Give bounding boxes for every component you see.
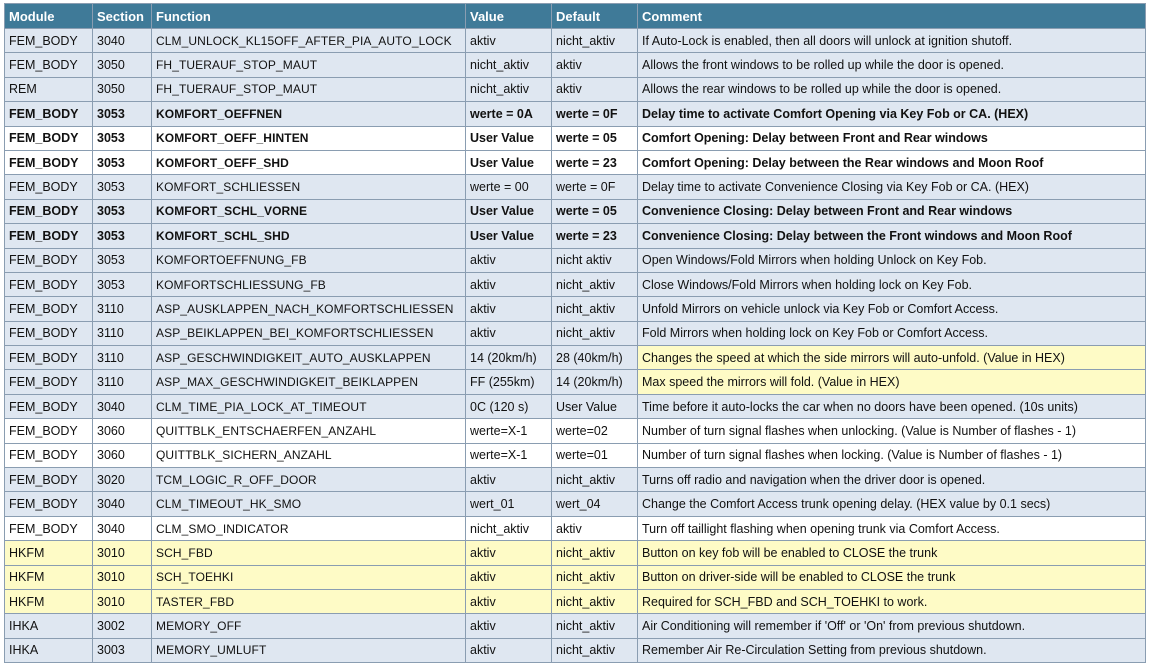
comment-cell: Number of turn signal flashes when locking. (Value is Number of flashes - 1) — [638, 443, 1146, 467]
module-cell: FEM_BODY — [5, 394, 93, 418]
section-cell: 3053 — [93, 102, 152, 126]
section-cell: 3002 — [93, 614, 152, 638]
table-row — [5, 102, 1146, 126]
value-cell: User Value — [466, 224, 552, 248]
function-cell: CLM_TIMEOUT_HK_SMO — [152, 492, 466, 516]
value-cell: aktiv — [466, 614, 552, 638]
function-cell: KOMFORT_OEFFNEN — [152, 102, 466, 126]
default-cell: 14 (20km/h) — [552, 370, 638, 394]
table-row — [5, 321, 1146, 345]
default-cell: aktiv — [552, 516, 638, 540]
module-cell: FEM_BODY — [5, 297, 93, 321]
section-cell: 3053 — [93, 150, 152, 174]
function-cell: SCH_FBD — [152, 541, 466, 565]
table-row — [5, 419, 1146, 443]
module-cell: IHKA — [5, 638, 93, 662]
module-cell: FEM_BODY — [5, 516, 93, 540]
default-cell: nicht_aktiv — [552, 589, 638, 613]
module-cell: HKFM — [5, 589, 93, 613]
table-row — [5, 126, 1146, 150]
table-row — [5, 346, 1146, 370]
default-cell: nicht_aktiv — [552, 638, 638, 662]
table-row — [5, 492, 1146, 516]
function-cell: KOMFORT_SCHL_SHD — [152, 224, 466, 248]
section-cell: 3040 — [93, 29, 152, 53]
function-cell: FH_TUERAUF_STOP_MAUT — [152, 77, 466, 101]
comment-cell: Turn off taillight flashing when opening trunk via Comfort Access. — [638, 516, 1146, 540]
module-cell: FEM_BODY — [5, 248, 93, 272]
comment-cell: Change the Comfort Access trunk opening delay. (HEX value by 0.1 secs) — [638, 492, 1146, 516]
default-cell: werte = 05 — [552, 126, 638, 150]
section-cell: 3110 — [93, 321, 152, 345]
module-cell: FEM_BODY — [5, 370, 93, 394]
function-cell: KOMFORTSCHLIESSUNG_FB — [152, 272, 466, 296]
comment-cell: Close Windows/Fold Mirrors when holding lock on Key Fob. — [638, 272, 1146, 296]
module-cell: FEM_BODY — [5, 492, 93, 516]
section-cell: 3110 — [93, 346, 152, 370]
comment-cell: Number of turn signal flashes when unlocking. (Value is Number of flashes - 1) — [638, 419, 1146, 443]
table-row — [5, 589, 1146, 613]
default-cell: nicht_aktiv — [552, 297, 638, 321]
function-cell: KOMFORT_SCHL_VORNE — [152, 199, 466, 223]
value-cell: werte = 00 — [466, 175, 552, 199]
default-cell: werte = 05 — [552, 199, 638, 223]
section-cell: 3110 — [93, 370, 152, 394]
default-cell: nicht_aktiv — [552, 468, 638, 492]
module-cell: FEM_BODY — [5, 321, 93, 345]
value-cell: aktiv — [466, 297, 552, 321]
section-cell: 3053 — [93, 199, 152, 223]
value-cell: nicht_aktiv — [466, 77, 552, 101]
header-default: Default — [552, 4, 638, 29]
table-row — [5, 565, 1146, 589]
default-cell: nicht_aktiv — [552, 565, 638, 589]
comment-cell: Max speed the mirrors will fold. (Value in HEX) — [638, 370, 1146, 394]
module-cell: HKFM — [5, 565, 93, 589]
comment-cell: Allows the rear windows to be rolled up while the door is opened. — [638, 77, 1146, 101]
default-cell: 28 (40km/h) — [552, 346, 638, 370]
default-cell: nicht aktiv — [552, 248, 638, 272]
module-cell: REM — [5, 77, 93, 101]
module-cell: FEM_BODY — [5, 224, 93, 248]
value-cell: 14 (20km/h) — [466, 346, 552, 370]
comment-cell: If Auto-Lock is enabled, then all doors will unlock at ignition shutoff. — [638, 29, 1146, 53]
default-cell: nicht_aktiv — [552, 541, 638, 565]
table-row — [5, 248, 1146, 272]
function-cell: KOMFORTOEFFNUNG_FB — [152, 248, 466, 272]
default-cell: nicht_aktiv — [552, 272, 638, 296]
comment-cell: Comfort Opening: Delay between Front and Rear windows — [638, 126, 1146, 150]
value-cell: 0C (120 s) — [466, 394, 552, 418]
value-cell: aktiv — [466, 589, 552, 613]
comment-cell: Comfort Opening: Delay between the Rear windows and Moon Roof — [638, 150, 1146, 174]
function-cell: TCM_LOGIC_R_OFF_DOOR — [152, 468, 466, 492]
function-cell: FH_TUERAUF_STOP_MAUT — [152, 53, 466, 77]
comment-cell: Allows the front windows to be rolled up while the door is opened. — [638, 53, 1146, 77]
comment-cell: Fold Mirrors when holding lock on Key Fob or Comfort Access. — [638, 321, 1146, 345]
value-cell: werte=X-1 — [466, 419, 552, 443]
function-cell: CLM_SMO_INDICATOR — [152, 516, 466, 540]
section-cell: 3060 — [93, 419, 152, 443]
module-cell: FEM_BODY — [5, 126, 93, 150]
table-row — [5, 175, 1146, 199]
header-row — [5, 4, 1146, 29]
function-cell: TASTER_FBD — [152, 589, 466, 613]
comment-cell: Changes the speed at which the side mirrors will auto-unfold. (Value in HEX) — [638, 346, 1146, 370]
module-cell: FEM_BODY — [5, 175, 93, 199]
section-cell: 3010 — [93, 541, 152, 565]
comment-cell: Convenience Closing: Delay between Front and Rear windows — [638, 199, 1146, 223]
comment-cell: Delay time to activate Comfort Opening via Key Fob or CA. (HEX) — [638, 102, 1146, 126]
module-cell: FEM_BODY — [5, 419, 93, 443]
function-cell: ASP_MAX_GESCHWINDIGKEIT_BEIKLAPPEN — [152, 370, 466, 394]
function-cell: KOMFORT_OEFF_HINTEN — [152, 126, 466, 150]
value-cell: User Value — [466, 199, 552, 223]
default-cell: User Value — [552, 394, 638, 418]
value-cell: werte=X-1 — [466, 443, 552, 467]
function-cell: ASP_BEIKLAPPEN_BEI_KOMFORTSCHLIESSEN — [152, 321, 466, 345]
table-row — [5, 370, 1146, 394]
default-cell: werte=01 — [552, 443, 638, 467]
value-cell: aktiv — [466, 638, 552, 662]
default-cell: werte = 23 — [552, 224, 638, 248]
section-cell: 3053 — [93, 224, 152, 248]
function-cell: ASP_AUSKLAPPEN_NACH_KOMFORTSCHLIESSEN — [152, 297, 466, 321]
section-cell: 3040 — [93, 394, 152, 418]
comment-cell: Required for SCH_FBD and SCH_TOEHKI to work. — [638, 589, 1146, 613]
table-row — [5, 297, 1146, 321]
table-row — [5, 443, 1146, 467]
value-cell: aktiv — [466, 272, 552, 296]
section-cell: 3040 — [93, 492, 152, 516]
section-cell: 3053 — [93, 126, 152, 150]
table-row — [5, 394, 1146, 418]
default-cell: werte = 23 — [552, 150, 638, 174]
value-cell: werte = 0A — [466, 102, 552, 126]
value-cell: aktiv — [466, 248, 552, 272]
value-cell: nicht_aktiv — [466, 53, 552, 77]
module-cell: HKFM — [5, 541, 93, 565]
table-row — [5, 272, 1146, 296]
comment-cell: Turns off radio and navigation when the driver door is opened. — [638, 468, 1146, 492]
section-cell: 3050 — [93, 77, 152, 101]
module-cell: FEM_BODY — [5, 468, 93, 492]
value-cell: aktiv — [466, 468, 552, 492]
default-cell: werte=02 — [552, 419, 638, 443]
comment-cell: Time before it auto-locks the car when no doors have been opened. (10s units) — [638, 394, 1146, 418]
comment-cell: Button on driver-side will be enabled to CLOSE the trunk — [638, 565, 1146, 589]
header-section: Section — [93, 4, 152, 29]
function-cell: MEMORY_OFF — [152, 614, 466, 638]
module-cell: FEM_BODY — [5, 150, 93, 174]
table-row — [5, 150, 1146, 174]
header-value: Value — [466, 4, 552, 29]
value-cell: User Value — [466, 126, 552, 150]
value-cell: aktiv — [466, 565, 552, 589]
value-cell: aktiv — [466, 29, 552, 53]
default-cell: wert_04 — [552, 492, 638, 516]
section-cell: 3020 — [93, 468, 152, 492]
function-cell: QUITTBLK_ENTSCHAERFEN_ANZAHL — [152, 419, 466, 443]
value-cell: aktiv — [466, 541, 552, 565]
header-comment: Comment — [638, 4, 1146, 29]
function-cell: SCH_TOEHKI — [152, 565, 466, 589]
section-cell: 3110 — [93, 297, 152, 321]
module-cell: FEM_BODY — [5, 346, 93, 370]
module-cell: FEM_BODY — [5, 29, 93, 53]
function-cell: KOMFORT_OEFF_SHD — [152, 150, 466, 174]
value-cell: nicht_aktiv — [466, 516, 552, 540]
default-cell: aktiv — [552, 77, 638, 101]
header-module: Module — [5, 4, 93, 29]
section-cell: 3053 — [93, 248, 152, 272]
section-cell: 3010 — [93, 565, 152, 589]
default-cell: werte = 0F — [552, 175, 638, 199]
section-cell: 3053 — [93, 272, 152, 296]
default-cell: aktiv — [552, 53, 638, 77]
function-cell: ASP_GESCHWINDIGKEIT_AUTO_AUSKLAPPEN — [152, 346, 466, 370]
comment-cell: Convenience Closing: Delay between the Front windows and Moon Roof — [638, 224, 1146, 248]
coding-table — [4, 3, 1146, 663]
section-cell: 3040 — [93, 516, 152, 540]
function-cell: KOMFORT_SCHLIESSEN — [152, 175, 466, 199]
section-cell: 3053 — [93, 175, 152, 199]
section-cell: 3003 — [93, 638, 152, 662]
table-row — [5, 224, 1146, 248]
value-cell: FF (255km) — [466, 370, 552, 394]
value-cell: aktiv — [466, 321, 552, 345]
comment-cell: Button on key fob will be enabled to CLOSE the trunk — [638, 541, 1146, 565]
section-cell: 3050 — [93, 53, 152, 77]
module-cell: FEM_BODY — [5, 272, 93, 296]
comment-cell: Delay time to activate Convenience Closing via Key Fob or CA. (HEX) — [638, 175, 1146, 199]
table-row — [5, 638, 1146, 662]
default-cell: nicht_aktiv — [552, 29, 638, 53]
section-cell: 3010 — [93, 589, 152, 613]
comment-cell: Unfold Mirrors on vehicle unlock via Key Fob or Comfort Access. — [638, 297, 1146, 321]
table-row — [5, 53, 1146, 77]
table-row — [5, 468, 1146, 492]
table-row — [5, 541, 1146, 565]
function-cell: MEMORY_UMLUFT — [152, 638, 466, 662]
module-cell: FEM_BODY — [5, 199, 93, 223]
module-cell: IHKA — [5, 614, 93, 638]
comment-cell: Remember Air Re-Circulation Setting from previous shutdown. — [638, 638, 1146, 662]
comment-cell: Open Windows/Fold Mirrors when holding Unlock on Key Fob. — [638, 248, 1146, 272]
comment-cell: Air Conditioning will remember if 'Off' or 'On' from previous shutdown. — [638, 614, 1146, 638]
table-row — [5, 199, 1146, 223]
module-cell: FEM_BODY — [5, 102, 93, 126]
value-cell: User Value — [466, 150, 552, 174]
table-row — [5, 77, 1146, 101]
module-cell: FEM_BODY — [5, 53, 93, 77]
default-cell: werte = 0F — [552, 102, 638, 126]
module-cell: FEM_BODY — [5, 443, 93, 467]
default-cell: nicht_aktiv — [552, 321, 638, 345]
table-row — [5, 29, 1146, 53]
header-function: Function — [152, 4, 466, 29]
table-row — [5, 614, 1146, 638]
function-cell: CLM_TIME_PIA_LOCK_AT_TIMEOUT — [152, 394, 466, 418]
function-cell: CLM_UNLOCK_KL15OFF_AFTER_PIA_AUTO_LOCK — [152, 29, 466, 53]
value-cell: wert_01 — [466, 492, 552, 516]
section-cell: 3060 — [93, 443, 152, 467]
default-cell: nicht_aktiv — [552, 614, 638, 638]
function-cell: QUITTBLK_SICHERN_ANZAHL — [152, 443, 466, 467]
table-row — [5, 516, 1146, 540]
